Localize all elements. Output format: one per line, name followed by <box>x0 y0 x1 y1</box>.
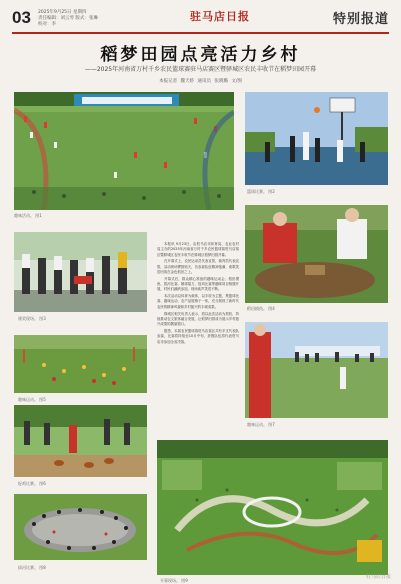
photo-caption: 稻田摸鱼。 图4 <box>247 306 275 311</box>
photo-caption: 篮球比赛。 图2 <box>247 189 275 194</box>
photo-caption: 颁奖现场。 图3 <box>18 316 46 321</box>
issue-meta-line: 2025年9月25日 星期四 <box>38 10 87 15</box>
body-paragraph: 据悉，本届农民篮球赛驻马店赛区共有多支代表队参赛，比赛将持续至10月中旬，获胜队伍将代表驻马店市参加全省决赛。 <box>157 328 239 344</box>
photo-caption: 趣味运动。 图7 <box>247 422 275 427</box>
photo-caption: 趣味活动。 图1 <box>14 213 42 218</box>
photo-field-flags <box>14 335 147 393</box>
photo-award <box>14 232 147 312</box>
headline: 稻梦田园点亮活力乡村 <box>100 45 301 65</box>
subhead: ——2025年河南省万村千乡农民篮球赛驻马店赛区暨驿城区农民丰收节在稻梦田园开幕 <box>84 66 317 73</box>
photo-caption: 捉鸡比赛。 图6 <box>18 481 46 486</box>
photo-caption: 趣味运动。 图5 <box>18 397 46 402</box>
byline <box>0 78 401 84</box>
byline-part: 本报记者 <box>159 79 178 84</box>
photo-aerial-opening <box>157 440 388 575</box>
photo-activity-red <box>245 322 388 418</box>
watermark: 驻马店日报 <box>365 574 391 580</box>
page-number: 03 <box>12 8 31 27</box>
byline-part: 文/图 <box>231 79 242 84</box>
photo-caption: 开幕现场。 图9 <box>160 578 188 583</box>
photo-field-crowd <box>14 92 234 210</box>
photo-tug-of-war <box>14 494 147 560</box>
paper-name: 驻马店日报 <box>190 10 250 23</box>
photo-fish-catching <box>245 205 388 303</box>
byline-part: 通讯员 <box>197 79 211 84</box>
body-paragraph: 本报讯 9月23日，由驻马店市体育局、农业农村局主办的2025年河南省万村千乡农民篮球赛驻马店赛区暨驿城区农民丰收节在驿城区稻梦田园开幕。 <box>157 242 239 257</box>
photo-basketball <box>245 92 388 185</box>
body-paragraph: 在开幕式上，农民运动员代表宣誓，裁判员代表宣誓，活动现场锣鼓喧天，各参赛队伍精神饱满，欢歌笑语回荡在金色稻田之上。 <box>157 259 239 274</box>
byline-part: 张晓璐 <box>214 79 228 84</box>
photo-chicken-catching <box>14 405 147 477</box>
issue-meta-line: 责任编辑：刘云琴 版式：张琳 <box>38 16 98 21</box>
byline-part: 魏天娇 <box>180 79 195 84</box>
article-body <box>157 242 239 442</box>
section-name: 特别报道 <box>332 12 389 27</box>
body-paragraph: 开幕式后，群众精心准备的趣味运动会、稻田摸鱼、拔河比赛、颠球接力、捉鸡比赛等趣味项目相继开展，村民们踊跃参加，现场欢声笑语不断。 <box>157 276 239 292</box>
masthead <box>12 6 389 34</box>
issue-meta-line: 校对：李 <box>38 22 56 27</box>
body-paragraph: 本次活动以体育为载体，以丰收为主题，集篮球比赛、趣味运动、农产品展销于一体，充分展现了新时代农民的精神风貌和乡村振兴的丰硕成果。 <box>157 294 239 309</box>
body-paragraph: 驿城区相关负责人表示，将以此次活动为契机，持续推动农文旅体融合发展，让稻梦田园成为展示乡村振兴成果的靓丽窗口。 <box>157 311 239 327</box>
issue-meta <box>38 10 98 28</box>
photo-caption: 拔河比赛。 图8 <box>18 565 46 570</box>
